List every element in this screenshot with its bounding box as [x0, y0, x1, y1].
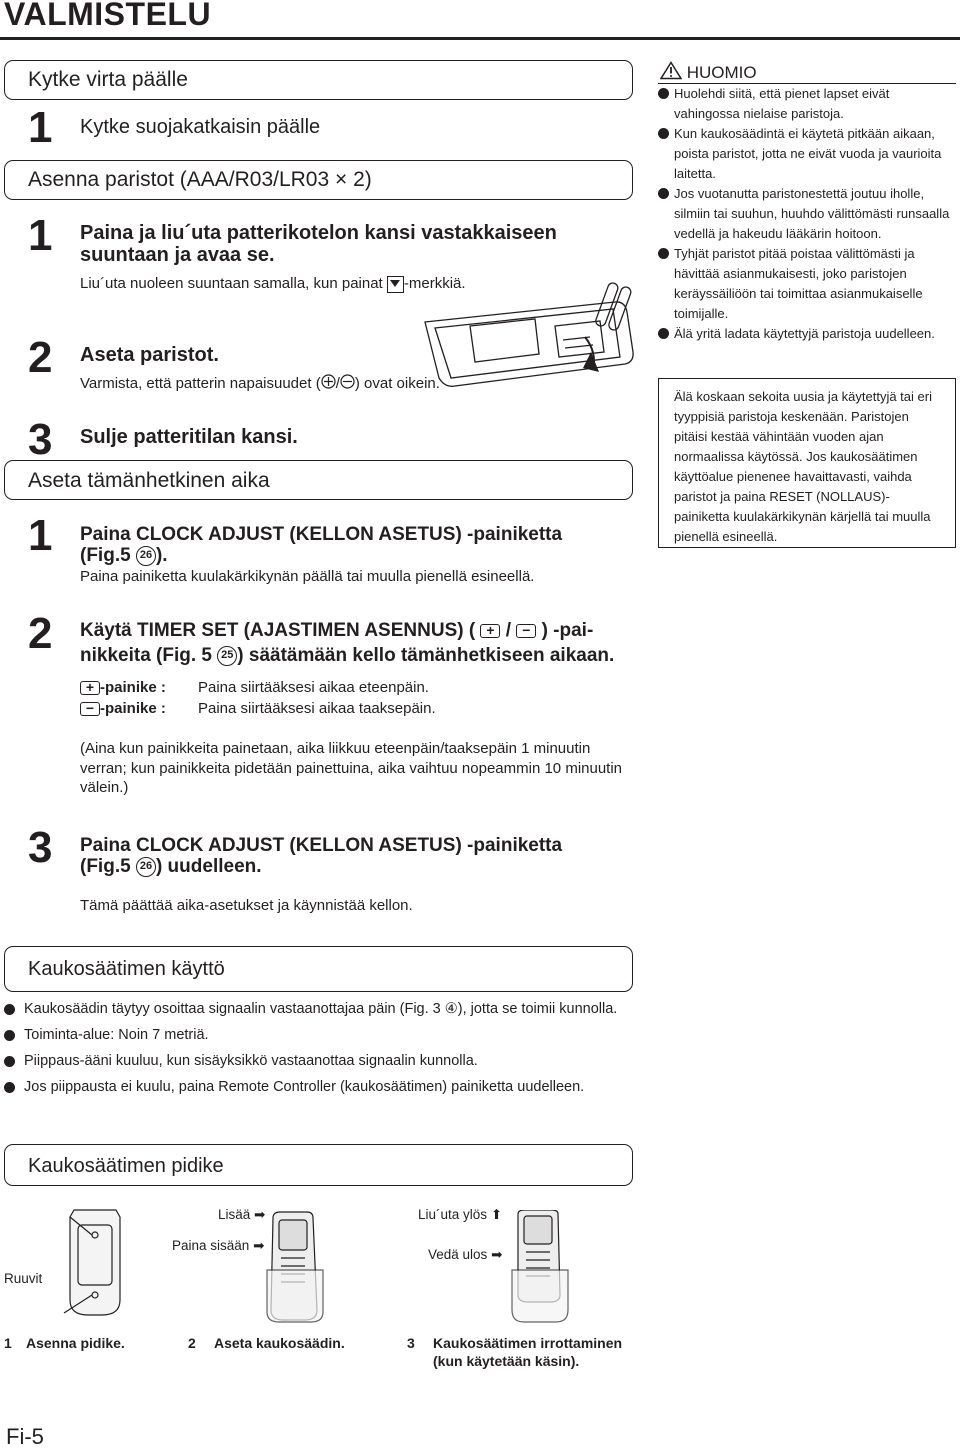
bullet-icon	[658, 328, 669, 339]
battery-step2-number: 2	[28, 333, 53, 382]
slide-up-label-text: Liu´uta ylös	[418, 1207, 488, 1222]
arrow-right-icon: ➡	[254, 1207, 266, 1222]
minus-button-label: -painike :	[100, 700, 166, 717]
holder-install-illustration	[40, 1205, 150, 1325]
warning-item	[658, 324, 956, 344]
battery-step1-sub-after: -merkkiä.	[403, 275, 466, 292]
clock-step1-text-a: Paina CLOCK ADJUST (KELLON ASETUS) -painiketta	[80, 524, 563, 545]
clock-note: (Aina kun painikkeita painetaan, aika liikkuu eteenpäin/taaksepäin 1 minuutin verran; kun painikkeita pidetään painettuina, aika vaihtuu nopeammin 10 minuutin välein.)	[80, 740, 623, 796]
fig-ref-circle: 26	[136, 546, 156, 566]
battery-section-title: Asenna paristot (AAA/R03/LR03 × 2)	[28, 168, 372, 191]
plus-button-label: -painike :	[100, 679, 166, 696]
bullet-icon	[4, 1004, 15, 1015]
arrow-right-icon: ➡	[253, 1238, 265, 1253]
battery-step1-number: 1	[28, 211, 53, 260]
warning-item-text: Kun kaukosäädintä ei käytetä pitkään aikaan, poista paristot, jotta ne eivät vuoda ja vaurioita laitetta.	[674, 126, 942, 181]
page-title: VALMISTELU	[4, 0, 212, 32]
clock-step2-text-a	[80, 620, 593, 642]
arrow-up-icon: ⬆	[490, 1207, 503, 1222]
clock-step2-text-b	[80, 645, 614, 667]
minus-button-icon: −	[516, 624, 536, 638]
notice-box	[658, 378, 956, 548]
warning-item	[658, 84, 956, 124]
usage-section-title: Kaukosäätimen käyttö	[28, 958, 225, 980]
pull-out-label-text: Vedä ulos	[428, 1247, 488, 1262]
fig-ref-circle: 26	[136, 857, 156, 877]
bullet-icon	[4, 1056, 15, 1067]
caption-text: Asenna pidike.	[26, 1335, 125, 1351]
clock-step3-subtext: Tämä päättää aika-asetukset ja käynnistää kellon.	[80, 897, 413, 914]
battery-step2-text: Aseta paristot.	[80, 344, 219, 366]
minus-button-icon: −	[80, 702, 100, 716]
usage-item-text: Toiminta-alue: Noin 7 metriä.	[24, 1027, 209, 1043]
usage-list	[4, 1000, 640, 1097]
warning-item-text: Jos vuotanutta paristonestettä joutuu iholle, silmiin tai suuhun, huuhdo välittömästi runsaalla vedellä ja hakeudu lääkärin hoitoon.	[674, 186, 950, 241]
plus-button-icon: +	[480, 624, 500, 638]
caption-number: 2	[188, 1335, 196, 1351]
title-rule	[0, 37, 960, 40]
battery-step2-sub-before: Varmista, että patterin napaisuudet (	[80, 374, 321, 392]
bullet-icon	[658, 248, 669, 259]
battery-step2-sub-sep: /	[335, 374, 340, 392]
holder-caption-2	[188, 1334, 345, 1352]
caption-text-line2: (kun käytetään käsin).	[433, 1353, 580, 1369]
usage-item-text: Piippaus-ääni kuuluu, kun sisäyksikkö vastaanottaa signaalin kunnolla.	[24, 1053, 478, 1069]
holder-caption-1	[4, 1334, 125, 1352]
clock-step2-b-after: ) säätämään kello tämänhetkiseen aikaan.	[237, 645, 615, 666]
warning-item	[658, 124, 956, 184]
push-in-label	[172, 1238, 264, 1254]
clock-step2-a-after: ) -pai-	[541, 620, 594, 641]
warning-item	[658, 244, 956, 324]
clock-step2-number: 2	[28, 609, 53, 658]
caption-text: Kaukosäätimen irrottaminen	[433, 1335, 623, 1351]
warning-title: HUOMIO	[686, 63, 757, 82]
add-label	[218, 1207, 265, 1223]
caption-text: Aseta kaukosäädin.	[214, 1335, 345, 1351]
usage-item	[4, 1078, 640, 1097]
clock-step1-text-b	[80, 545, 168, 567]
caption-number: 1	[4, 1335, 12, 1351]
notice-text: Älä koskaan sekoita uusia ja käytettyjä tai eri tyyppisiä paristoja keskenään. Paristojen pitäisi kestää vähintään vuoden ajan normaalissa käytössä. Jos kaukosäätimen käyttöalue pienenee havaittavasti, vaihda paristot ja paina RESET (NOLLAUS)-painiketta kuulakärkikynän kärjellä tai muulla pienellä esineellä.	[674, 389, 932, 544]
clock-step1-b-before: (Fig.5	[80, 545, 131, 566]
bullet-icon	[658, 88, 669, 99]
battery-step1-sub-before: Liu´uta nuoleen suuntaan samalla, kun painat	[80, 275, 383, 292]
clock-step3-text-a: Paina CLOCK ADJUST (KELLON ASETUS) -painiketta	[80, 835, 563, 856]
clock-step1-subtext: Paina painiketta kuulakärkikynän päällä tai muulla pienellä esineellä.	[80, 568, 535, 585]
holder-insert-illustration	[255, 1210, 345, 1325]
minus-button-row	[80, 700, 166, 718]
power-step-number: 1	[28, 103, 53, 152]
warning-item	[658, 184, 956, 244]
page-number: Fi-5	[6, 1424, 44, 1449]
battery-step1-text: Paina ja liu´uta patterikotelon kansi vastakkaiseen suuntaan ja avaa se.	[80, 222, 557, 266]
remote-battery-illustration	[415, 282, 640, 402]
triangle-button-icon	[387, 276, 404, 293]
clock-step3-b-before: (Fig.5	[80, 856, 131, 877]
bullet-icon	[4, 1030, 15, 1041]
holder-section-title: Kaukosäätimen pidike	[28, 1155, 224, 1177]
screws-label: Ruuvit	[4, 1271, 43, 1286]
minus-polarity-icon	[340, 374, 355, 394]
usage-item	[4, 1026, 640, 1045]
power-step-text: Kytke suojakatkaisin päälle	[80, 116, 321, 138]
slide-up-label	[418, 1207, 502, 1223]
usage-item	[4, 1052, 640, 1071]
add-label-text: Lisää	[218, 1207, 251, 1222]
usage-item-text: Jos piippausta ei kuulu, paina Remote Controller (kaukosäätimen) painiketta uudelleen.	[24, 1079, 585, 1095]
minus-button-desc: Paina siirtääksesi aikaa taaksepäin.	[198, 700, 436, 717]
holder-caption-3	[407, 1334, 622, 1370]
arrow-right-icon: ➡	[491, 1247, 503, 1262]
battery-step2-sub-after: ) ovat oikein.	[354, 374, 440, 392]
bullet-icon	[4, 1082, 15, 1093]
clock-section-title: Aseta tämänhetkinen aika	[28, 469, 270, 492]
clock-step3-b-after: ) uudelleen.	[155, 856, 262, 877]
clock-step1-number: 1	[28, 511, 53, 560]
battery-step3-text: Sulje patteritilan kansi.	[80, 426, 298, 448]
pull-out-label	[428, 1247, 502, 1263]
bullet-icon	[658, 128, 669, 139]
holder-remove-illustration	[500, 1210, 590, 1325]
bullet-icon	[658, 188, 669, 199]
plus-button-icon: +	[80, 681, 100, 695]
usage-item	[4, 1000, 640, 1019]
caption-number: 3	[407, 1335, 415, 1351]
clock-step2-b-before: nikkeita (Fig. 5	[80, 645, 212, 666]
battery-step2-subtext	[80, 374, 440, 394]
power-section-title: Kytke virta päälle	[28, 68, 188, 91]
warning-title-row	[660, 61, 757, 85]
battery-step3-number: 3	[28, 415, 53, 464]
clock-step2-a-sep: /	[505, 620, 512, 641]
clock-step2-a-before: Käytä TIMER SET (AJASTIMEN ASENNUS) (	[80, 620, 476, 641]
warning-item-text: Tyhjät paristot pitää poistaa välittömästi ja hävittää asianmukaisesti, joko paristojen keräyssäiliöön tai toimittaa asianmukaiselle toimijalle.	[674, 246, 923, 321]
clock-step3-text-b	[80, 856, 262, 878]
warning-item-text: Älä yritä ladata käytettyjä paristoja uudelleen.	[674, 326, 935, 341]
warning-list	[658, 84, 956, 344]
warning-item-text: Huolehdi siitä, että pienet lapset eivät vahingossa nielaise paristoja.	[674, 86, 890, 121]
clock-step1-b-after: ).	[155, 545, 168, 566]
plus-button-desc: Paina siirtääksesi aikaa eteenpäin.	[198, 679, 429, 696]
push-in-label-text: Paina sisään	[172, 1238, 250, 1253]
battery-step1-subtext	[80, 275, 466, 293]
plus-button-row	[80, 679, 166, 697]
plus-polarity-icon	[321, 374, 336, 394]
clock-step3-number: 3	[28, 823, 53, 872]
fig-ref-circle: 25	[217, 646, 237, 666]
usage-item-text: Kaukosäädin täytyy osoittaa signaalin vastaanottajaa päin (Fig. 3 ④), jotta se toimii kunnolla.	[24, 1001, 618, 1017]
warning-triangle-icon	[660, 61, 682, 85]
